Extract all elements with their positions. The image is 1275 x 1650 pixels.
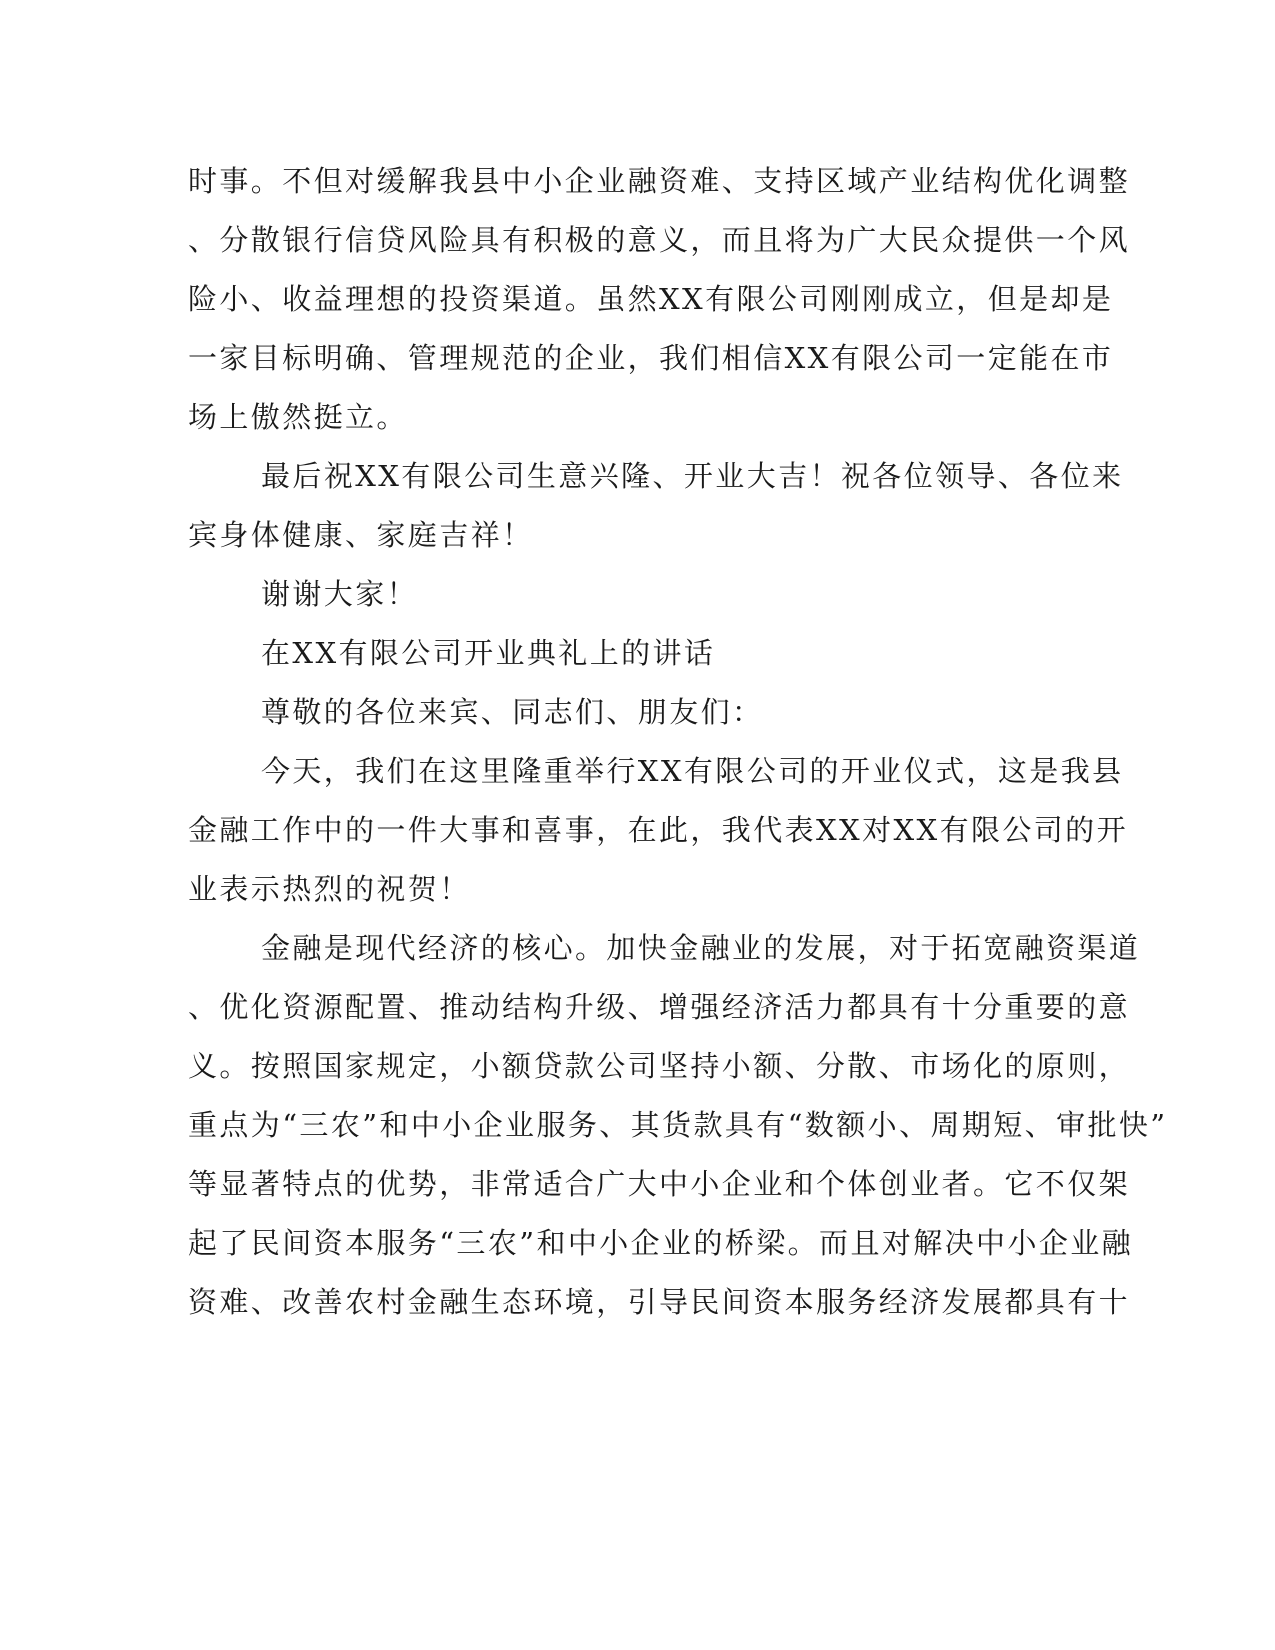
salutation: 尊敬的各位来宾、同志们、朋友们： bbox=[261, 695, 764, 729]
paragraph-line: 时事。不但对缓解我县中小企业融资难、支持区域产业结构优化调整 bbox=[188, 164, 1131, 198]
paragraph-line: 金融工作中的一件大事和喜事，在此，我代表XX对XX有限公司的开 bbox=[188, 813, 1128, 847]
speech-title: 在XX有限公司开业典礼上的讲话 bbox=[261, 636, 716, 670]
paragraph-line: 资难、改善农村金融生态环境，引导民间资本服务经济发展都具有十 bbox=[188, 1285, 1131, 1319]
closing-thanks: 谢谢大家！ bbox=[261, 577, 419, 611]
paragraph-line: 宾身体健康、家庭吉祥！ bbox=[188, 518, 534, 552]
paragraph-line: 险小、收益理想的投资渠道。虽然XX有限公司刚刚成立，但是却是 bbox=[188, 282, 1114, 316]
paragraph-line: 义。按照国家规定，小额贷款公司坚持小额、分散、市场化的原则， bbox=[188, 1049, 1131, 1083]
paragraph-line: 一家目标明确、管理规范的企业，我们相信XX有限公司一定能在市 bbox=[188, 341, 1114, 375]
paragraph-line: 、优化资源配置、推动结构升级、增强经济活力都具有十分重要的意 bbox=[188, 990, 1131, 1024]
paragraph-line: 金融是现代经济的核心。加快金融业的发展，对于拓宽融资渠道 bbox=[261, 931, 1141, 965]
paragraph-line: 等显著特点的优势，非常适合广大中小企业和个体创业者。它不仅架 bbox=[188, 1167, 1131, 1201]
paragraph-line: 场上傲然挺立。 bbox=[188, 400, 408, 434]
paragraph-line: 重点为“三农”和中小企业服务、其货款具有“数额小、周期短、审批快” bbox=[188, 1108, 1168, 1142]
paragraph-line: 、分散银行信贷风险具有积极的意义，而且将为广大民众提供一个风 bbox=[188, 223, 1131, 257]
paragraph-line: 今天，我们在这里隆重举行XX有限公司的开业仪式，这是我县 bbox=[261, 754, 1124, 788]
paragraph-line: 业表示热烈的祝贺！ bbox=[188, 872, 471, 906]
paragraph-line: 最后祝XX有限公司生意兴隆、开业大吉！祝各位领导、各位来 bbox=[261, 459, 1124, 493]
paragraph-line: 起了民间资本服务“三农”和中小企业的桥梁。而且对解决中小企业融 bbox=[188, 1226, 1134, 1260]
